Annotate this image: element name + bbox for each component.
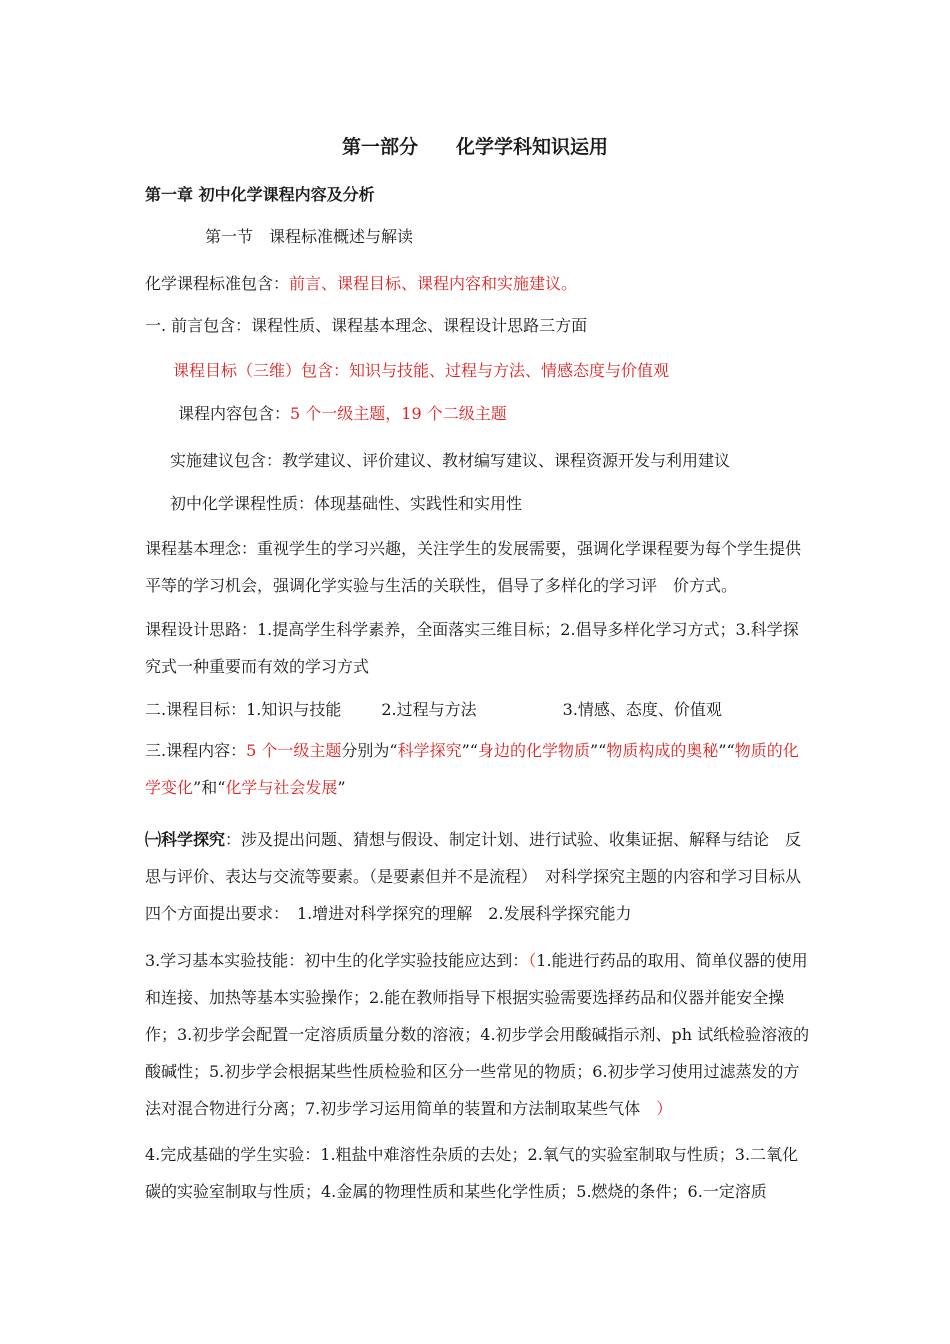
page-title: 第一部分 化学学科知识运用: [341, 136, 608, 158]
goal-list-prefix: 二.课程目标：: [145, 700, 247, 719]
goal-item-1: 1.知识与技能: [246, 700, 342, 719]
chapter-heading: 第一章 初中化学课程内容及分析: [145, 185, 375, 204]
paragraph-content: [178, 400, 843, 428]
paragraph-inquiry: [145, 821, 810, 932]
skills-prefix: 3.学习基本实验技能：初中生的化学实验技能应达到：: [145, 951, 529, 970]
skills-text: 1.能进行药品的取用、简单仪器的使用和连接、加热等基本实验操作；2.能在教师指导下根据实验需要选择药品和仪器并能安全操作；3.初步学会配置一定溶质质量分数的溶液；4.初步学会用酸碱指示剂、ph 试纸检验溶液的酸碱性；5.初步学会根据某些性质检验和区分一些常见的物质；6.初步学习使用过滤蒸发的方法对混合物进行分离；7.初步学习运用简单的装置和方法制取某些气体: [145, 951, 810, 1118]
paragraph-course-content: 三.课程内容：5 个一级主题分别为“科学探究”“身边的化学物质”“物质构成的奥秘”“物质的化学变化”和“化学与社会发展”: [145, 741, 799, 797]
goal-item-2: 2.过程与方法: [381, 700, 477, 719]
skills-close-paren: ）: [656, 1099, 673, 1118]
topic-5: 化学与社会发展: [225, 778, 338, 797]
content-label: 课程内容包含：: [178, 404, 291, 423]
paragraph-goal-list: [145, 696, 810, 724]
topic-1: 科学探究: [397, 741, 462, 760]
section-heading: 第一节 课程标准概述与解读: [205, 227, 414, 246]
paragraph-nature: 初中化学课程性质：体现基础性、实践性和实用性: [170, 494, 523, 513]
skills-open-paren: （: [528, 951, 537, 970]
course-content-topics: 5 个一级主题: [246, 741, 342, 760]
inquiry-label: ㈠科学探究: [145, 830, 226, 849]
paragraph-experiments: 4.完成基础的学生实验：1.粗盐中难溶性杂质的去处；2.氧气的实验室制取与性质；3.二氧化碳的实验室制取与性质；4.金属的物理性质和某些化学性质；5.燃烧的条件；6.一定溶质: [145, 1145, 799, 1201]
topic-3: 物质构成的奥秘: [606, 741, 719, 760]
paragraph-basic-idea: 课程基本理念：重视学生的学习兴趣，关注学生的发展需要，强调化学课程要为每个学生提供平等的学习机会，强调化学实验与生活的关联性，倡导了多样化的学习评 价方式。: [145, 539, 802, 595]
course-content-prefix: 三.课程内容：: [145, 741, 247, 760]
inquiry-text: ：涉及提出问题、猜想与假设、制定计划、进行试验、收集证据、解释与结论 反思与评价、表达与交流等要素。（是要素但并不是流程） 对科学探究主题的内容和学习目标从四个方面提出要求： 1.增进对科学探究的理解 2.发展科学探究能力: [145, 830, 802, 923]
topic-4: 物质的化学变化: [145, 741, 799, 797]
course-content-mid: 分别为: [341, 741, 390, 760]
paragraph-preface: 一. 前言包含：课程性质、课程基本理念、课程设计思路三方面: [145, 316, 588, 335]
paragraph-skills: [145, 942, 810, 1127]
paragraph-standard: [145, 270, 810, 298]
content-topics: 5 个一级主题，19 个二级主题: [290, 404, 507, 423]
topic-and: 和: [201, 778, 218, 797]
standard-content: 前言、课程目标、课程内容和实施建议。: [289, 274, 578, 293]
standard-label: 化学课程标准包含：: [145, 274, 290, 293]
paragraph-implementation: 实施建议包含：教学建议、评价建议、教材编写建议、课程资源开发与利用建议: [170, 451, 731, 470]
goal-item-3: 3.情感、态度、价值观: [562, 700, 722, 719]
paragraph-goals: 课程目标（三维）包含：知识与技能、过程与方法、情感态度与价值观: [173, 361, 670, 380]
topic-2: 身边的化学物质: [477, 741, 590, 760]
paragraph-design: 课程设计思路：1.提高学生科学素养，全面落实三维目标；2.倡导多样化学习方式；3.科学探究式一种重要而有效的学习方式: [145, 620, 799, 676]
